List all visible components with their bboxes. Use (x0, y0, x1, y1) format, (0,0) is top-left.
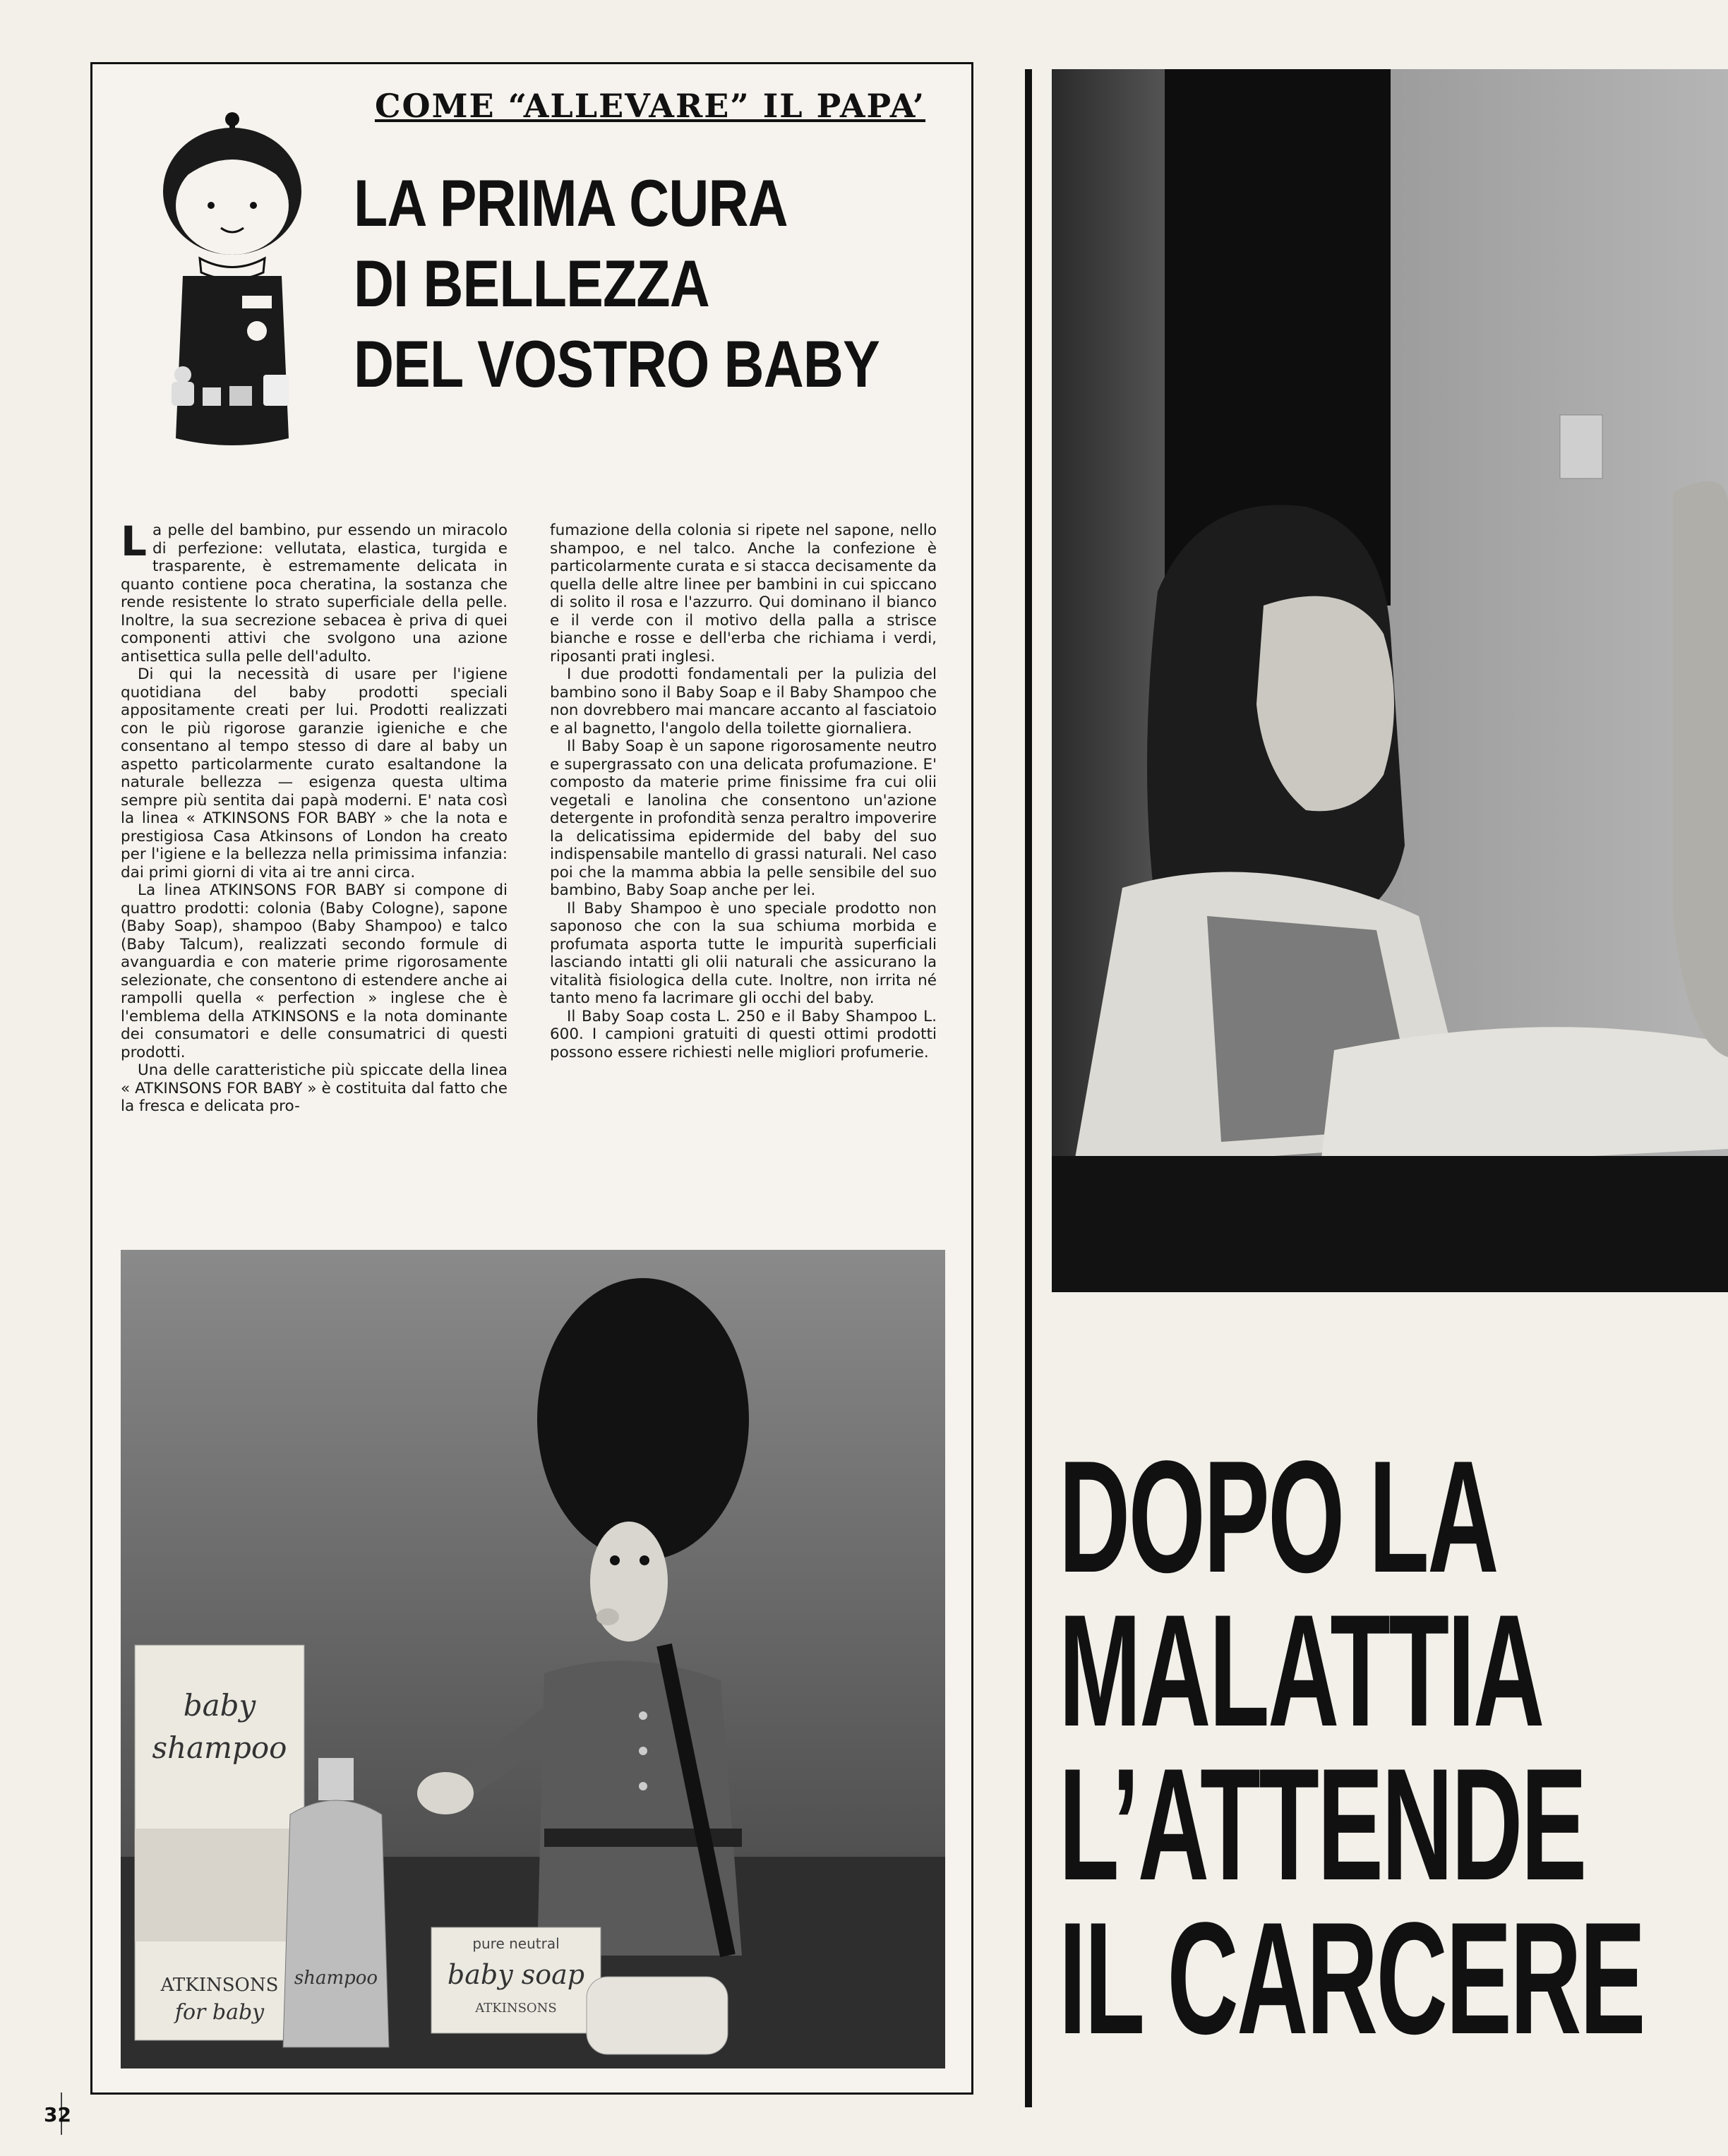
soap-box-brand: ATKINSONS (475, 2001, 557, 2016)
shampoo-box-brand: ATKINSONS (160, 1975, 279, 1996)
paragraph: I due prodotti fondamentali per la pulizia del bambino sono il Baby Soap e il Baby Shampoo che non dovrebbero mai mancare accanto al fasciatoio e al bagnetto, l'angolo della toilette giornaliera. (550, 666, 937, 737)
headline-line-1: LA PRIMA CURA (354, 166, 788, 240)
shampoo-box-label-1: baby (183, 1688, 256, 1723)
headline-line-2: DI BELLEZZA (354, 246, 709, 320)
side-headline-line-3: L’ATTENDE (1059, 1735, 1585, 1913)
soap-box-label: baby soap (447, 1959, 585, 1990)
side-headline-line-2: MALATTIA (1059, 1581, 1543, 1759)
side-headline-line-4: IL CARCERE (1059, 1889, 1644, 2067)
article-headline (354, 163, 880, 404)
headline-line-3: DEL VOSTRO BABY (354, 327, 880, 401)
product-photo (121, 1250, 945, 2068)
paragraph: Il Baby Shampoo è uno speciale prodotto non saponoso che con la sua schiuma morbida e profumata asporta tutte le impurità superficiali lasciando intatti gli olii naturali che assicurano la vitalità fisiologica della cute. Inoltre, non irrita né tanto meno fa lacrimare gli occhi del baby. (550, 899, 937, 1007)
article-column-right (550, 522, 937, 1298)
paragraph: Il Baby Soap costa L. 250 e il Baby Shampoo L. 600. I campioni gratuiti di questi ottimi prodotti possono essere richiesti nelle migliori profumerie. (550, 1007, 937, 1061)
paragraph: Una delle caratteristiche più spiccate della linea « ATKINSONS FOR BABY » è costituita dal fatto che la fresca e delicata pro- (121, 1061, 508, 1115)
drop-cap: L (121, 522, 147, 565)
article-column-left (121, 522, 508, 1298)
paragraph: Di qui la necessità di usare per l'igiene quotidiana del baby prodotti speciali appositamente creati per lui. Prodotti realizzati con le più rigorose garanzie igieniche e che consentano al tempo stesso di dare al baby un aspetto particolarmente curato esaltandone la naturale bellezza — esigenza questa ultima sempre più sentita dai papà moderni. E' nata così la linea « ATKINSONS FOR BABY » che la nota e prestigiosa Casa Atkinsons of London ha creato per l'igiene e la bellezza nella primissima infanzia: dai primi giorni di vita ai tre anni circa. (121, 666, 508, 881)
paragraph: fumazione della colonia si ripete nel sapone, nello shampoo, e nel talco. Anche la confezione è particolarmente curata e si stacca decisamente da quella delle altre linee per bambini in cui spiccano di solito il rosa e l'azzurro. Qui dominano il bianco e il verde con il motivo della palla a strisce bianche e rosse e dell'erba che richiama i verdi, riposanti prati inglesi. (550, 522, 937, 666)
paragraph: Il Baby Soap è un sapone rigorosamente neutro e supergrassato con una delicata profumazione. E' composto da materie prime finissime fra cui olii vegetali e lanolina che consentono un'azione detergente in profondità senza peraltro impoverire la delicatissima epidermide del baby del suo indispensabile mantello di grassi naturali. Nel caso poi che la mamma abbia la pelle sensibile del suo bambino, Baby Soap anche per lei. (550, 737, 937, 899)
side-headline-line-1: DOPO LA (1059, 1427, 1497, 1606)
baby-mascot-illustration (150, 107, 355, 459)
side-story-headline (1059, 1427, 1644, 2067)
girl-photo (1052, 69, 1728, 1292)
article-kicker: COME “ALLEVARE” IL PAPA’ (374, 87, 926, 125)
bottle-label: shampoo (294, 1968, 378, 1989)
page-number: 32 (44, 2103, 71, 2126)
shampoo-box-label-2: shampoo (152, 1730, 287, 1765)
paragraph: La linea ATKINSONS FOR BABY si compone di quattro prodotti: colonia (Baby Cologne), sapone (Baby Soap), shampoo (Baby Shampoo) e talco (Baby Talcum), realizzati secondo formule di avanguardia e con materie prime rigorosamente selezionate, che consentono di estendere anche ai rampolli quella « perfection » inglese che è l'emblema della ATKINSONS e la nota dominante dei consumatori e delle consumatrici di questi prodotti. (121, 881, 508, 1061)
page-column-divider (1025, 69, 1032, 2107)
article-box (90, 62, 973, 2095)
soap-box-top: pure neutral (472, 1935, 560, 1952)
shampoo-box-sub: for baby (174, 2000, 265, 2025)
paragraph: La pelle del bambino, pur essendo un miracolo di perfezione: vellutata, elastica, turgida e trasparente, è estremamente delicata in quanto contiene poca cheratina, la sostanza che rende resistente lo strato superficiale della pelle. Inoltre, la sua secrezione sebacea è priva di quei componenti attivi che svolgono una azione antisettica sulla pelle dell'adulto. (121, 522, 508, 666)
